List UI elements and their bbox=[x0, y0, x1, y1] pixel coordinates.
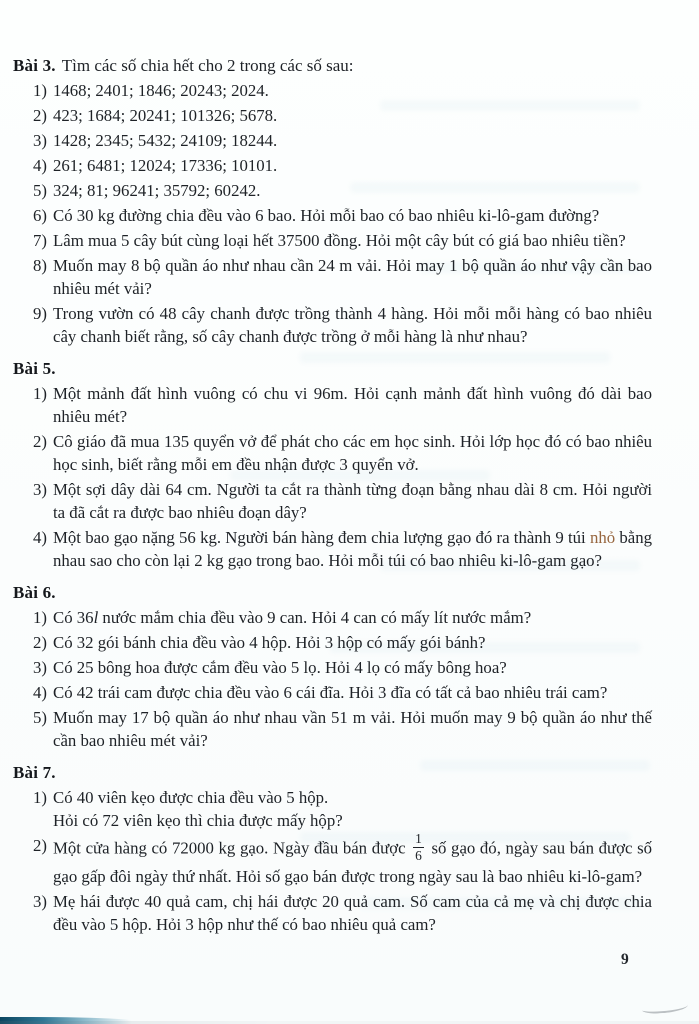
text-run: số gạo đó, ngày sau bán được số gạo gấp đôi ngày thứ nhất. Hỏi số gạo bán được trong ngày sau là bao nhiêu ki-lô-gam? bbox=[53, 838, 653, 887]
text-run: Có 32 gói bánh chia đều vào 4 hộp. Hỏi 3 hộp có mấy gói bánh? bbox=[53, 633, 486, 652]
item-text bbox=[53, 79, 652, 102]
exercise-item bbox=[33, 631, 652, 654]
exercise-item bbox=[33, 104, 652, 127]
text-run: Một sợi dây dài 64 cm. Người ta cắt ra thành từng đoạn bằng nhau dài 8 cm. Hỏi người ta đã cắt ra được bao nhiêu đoạn dây? bbox=[53, 480, 652, 522]
exercise-bai-7 bbox=[13, 761, 652, 936]
text-run: 261; 6481; 12024; 17336; 10101. bbox=[53, 156, 278, 175]
text-run: 1468; 2401; 1846; 20243; 2024. bbox=[53, 81, 269, 100]
text-run: Một bao gạo nặng 56 kg. Người bán hàng đem chia lượng gạo đó ra thành 9 túi bbox=[53, 528, 590, 547]
item-marker: 2) bbox=[33, 836, 47, 855]
fraction-denominator: 6 bbox=[415, 848, 422, 864]
exercise-item bbox=[33, 302, 652, 348]
item-marker: 3) bbox=[33, 131, 47, 150]
exercise-bai-5 bbox=[13, 357, 652, 572]
text-run: 423; 1684; 20241; 101326; 5678. bbox=[53, 106, 278, 125]
exercise-item bbox=[33, 204, 652, 227]
exercise-heading bbox=[13, 761, 652, 784]
exercise-item bbox=[33, 430, 652, 476]
text-run: Một cửa hàng có 72000 kg gạo. Ngày đầu bán được bbox=[53, 838, 411, 858]
item-text bbox=[53, 631, 652, 654]
item-text bbox=[53, 254, 652, 300]
item-text bbox=[53, 526, 652, 572]
item-text bbox=[53, 681, 652, 704]
item-marker: 4) bbox=[33, 156, 47, 175]
item-text bbox=[53, 478, 652, 524]
exercise-bai-6 bbox=[13, 581, 652, 752]
exercise-intro: Tìm các số chia hết cho 2 trong các số sau: bbox=[61, 56, 354, 75]
exercise-bai-3 bbox=[13, 54, 652, 348]
text-run: l bbox=[93, 608, 99, 627]
exercise-heading bbox=[13, 357, 652, 380]
exercise-item bbox=[33, 606, 652, 629]
exercise-item bbox=[33, 706, 652, 752]
exercise-heading bbox=[13, 54, 652, 77]
item-text bbox=[53, 179, 652, 202]
text-run: Trong vườn có 48 cây chanh được trồng thành 4 hàng. Hỏi mỗi mỗi hàng có bao nhiêu cây chanh biết rằng, số cây chanh được trồng ở mỗi hàng là như nhau? bbox=[53, 304, 652, 346]
item-text bbox=[53, 606, 652, 629]
text-run: nhỏ bbox=[589, 528, 616, 547]
item-marker: 5) bbox=[33, 708, 47, 727]
exercise-item bbox=[33, 382, 652, 428]
exercise-item bbox=[33, 831, 653, 888]
item-marker: 9) bbox=[33, 304, 47, 323]
exercise-item bbox=[33, 229, 652, 252]
fraction bbox=[413, 832, 424, 863]
item-marker: 2) bbox=[33, 633, 47, 652]
exercise-title: Bài 7. bbox=[13, 763, 56, 782]
item-text bbox=[53, 229, 652, 252]
exercise-item bbox=[33, 154, 652, 177]
exercise-title: Bài 3. bbox=[13, 56, 56, 75]
item-text bbox=[53, 104, 652, 127]
page-number: 9 bbox=[621, 951, 629, 968]
item-text bbox=[53, 656, 652, 679]
item-text bbox=[53, 786, 652, 832]
exercise-title: Bài 6. bbox=[13, 583, 56, 602]
item-marker: 3) bbox=[33, 480, 47, 499]
text-run: Muốn may 8 bộ quần áo như nhau cần 24 m vải. Hỏi may 1 bộ quần áo như vậy cần bao nhiêu mét vải? bbox=[53, 256, 652, 298]
text-run: Có 25 bông hoa được cắm đều vào 5 lọ. Hỏi 4 lọ có mấy bông hoa? bbox=[53, 658, 507, 677]
exercise-item bbox=[33, 656, 652, 679]
text-run: Hỏi có 72 viên kẹo thì chia được mấy hộp? bbox=[53, 811, 343, 830]
text-run: Mẹ hái được 40 quả cam, chị hái được 20 quả cam. Số cam của cả mẹ và chị được chia đều vào 5 hộp. Hỏi 3 hộp như thế có bao nhiêu quả cam? bbox=[53, 892, 652, 935]
item-text bbox=[53, 129, 652, 152]
item-marker: 1) bbox=[33, 608, 47, 627]
item-text bbox=[53, 890, 652, 936]
exercise-item bbox=[33, 254, 652, 300]
item-marker: 4) bbox=[33, 683, 47, 702]
item-marker: 1) bbox=[33, 81, 47, 100]
text-run: Có 30 kg đường chia đều vào 6 bao. Hỏi mỗi bao có bao nhiêu ki-lô-gam đường? bbox=[53, 206, 600, 225]
exercise-item bbox=[33, 179, 652, 202]
item-text bbox=[53, 706, 652, 752]
text-run: Cô giáo đã mua 135 quyển vở để phát cho các em học sinh. Hỏi lớp học đó có bao nhiêu học sinh, biết rằng mỗi em đều nhận được 3 quyển vở. bbox=[53, 432, 652, 474]
item-marker: 7) bbox=[33, 231, 47, 250]
exercise-item bbox=[33, 526, 652, 572]
item-marker: 6) bbox=[33, 206, 47, 225]
item-marker: 4) bbox=[33, 528, 47, 547]
item-marker: 8) bbox=[33, 256, 47, 275]
exercise-item bbox=[33, 890, 652, 936]
exercise-item bbox=[33, 681, 652, 704]
item-text bbox=[53, 831, 653, 888]
exercise-item bbox=[33, 786, 652, 832]
text-run: Muốn may 17 bộ quần áo như nhau vần 51 m vải. Hỏi muốn may 9 bộ quần áo như thế cần bao nhiêu mét vải? bbox=[53, 708, 652, 750]
scan-artifact-squiggle bbox=[642, 1000, 689, 1014]
item-text bbox=[53, 430, 652, 476]
item-marker: 1) bbox=[33, 788, 47, 807]
exercise-list bbox=[13, 54, 652, 936]
page-content bbox=[13, 54, 652, 938]
item-marker: 5) bbox=[33, 181, 47, 200]
fraction-numerator: 1 bbox=[415, 831, 422, 846]
text-run: 1428; 2345; 5432; 24109; 18244. bbox=[53, 131, 278, 150]
item-text bbox=[53, 204, 652, 227]
item-marker: 3) bbox=[33, 892, 47, 912]
item-text bbox=[53, 154, 652, 177]
exercise-item bbox=[33, 478, 652, 524]
exercise-heading bbox=[13, 581, 652, 604]
text-run: Lâm mua 5 cây bút cùng loại hết 37500 đồng. Hỏi một cây bút có giá bao nhiêu tiền? bbox=[53, 231, 626, 250]
text-run: Có 42 trái cam được chia đều vào 6 cái đĩa. Hỏi 3 đĩa có tất cả bao nhiêu trái cam? bbox=[53, 683, 608, 702]
item-marker: 2) bbox=[33, 106, 47, 125]
exercise-title: Bài 5. bbox=[13, 359, 56, 378]
text-run: Có 36 bbox=[53, 608, 94, 627]
item-marker: 2) bbox=[33, 432, 47, 451]
item-text bbox=[53, 382, 652, 428]
text-run: nước mắm chia đều vào 9 can. Hỏi 4 can có mấy lít nước mắm? bbox=[98, 608, 532, 627]
text-run: Một mảnh đất hình vuông có chu vi 96m. Hỏi cạnh mảnh đất hình vuông đó dài bao nhiêu mét? bbox=[53, 384, 652, 426]
exercise-item bbox=[33, 129, 652, 152]
item-text bbox=[53, 302, 652, 348]
text-run: bằng nhau sao cho còn lại 2 kg gạo trong bao. Hỏi mỗi túi có bao nhiêu ki-lô-gam gạo? bbox=[53, 528, 652, 570]
item-marker: 1) bbox=[33, 384, 47, 403]
text-run: 324; 81; 96241; 35792; 60242. bbox=[53, 181, 261, 200]
item-marker: 3) bbox=[33, 658, 47, 677]
text-run: Có 40 viên kẹo được chia đều vào 5 hộp. bbox=[53, 788, 329, 807]
exercise-item bbox=[33, 79, 652, 102]
